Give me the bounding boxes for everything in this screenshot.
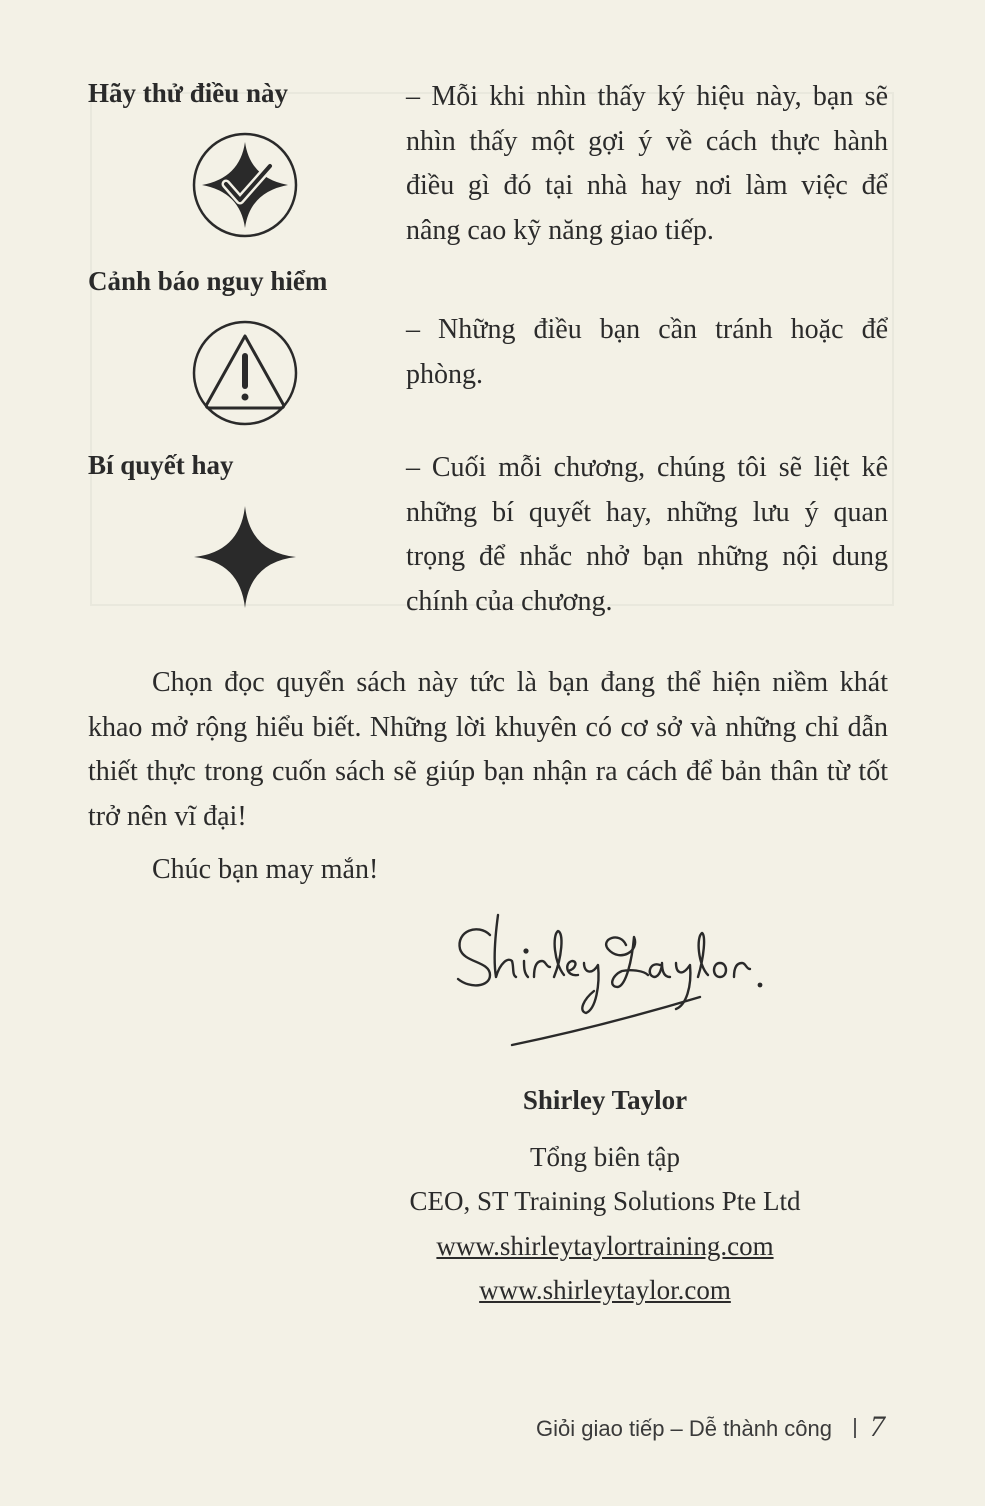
author-company: CEO, ST Training Solutions Pte Ltd — [409, 1186, 801, 1216]
legend-label: Cảnh báo nguy hiểm — [88, 266, 328, 296]
footer-divider — [854, 1418, 856, 1438]
legend-label: Bí quyết hay — [88, 450, 234, 480]
page-number: 7 — [870, 1410, 885, 1443]
handwritten-signature — [450, 905, 770, 1060]
author-name: Shirley Taylor — [522, 1085, 688, 1115]
legend-label: Hãy thử điều này — [88, 78, 288, 108]
website-link-training[interactable]: www.shirleytaylortraining.com — [436, 1231, 774, 1261]
page-footer — [536, 1410, 885, 1444]
legend-description: – Những điều bạn cần tránh hoặc để phòng. — [406, 314, 888, 390]
warning-triangle-icon — [190, 318, 300, 433]
check-star-icon — [190, 130, 300, 245]
four-point-star-icon — [190, 502, 300, 617]
body-paragraph: Chọn đọc quyển sách này tức là bạn đang thể hiện niềm khát khao mở rộng hiểu biết. Những lời khuyên có cơ sở và những chỉ dẫn thiết thực trong cuốn sách sẽ giúp bạn nhận ra cách để bản thân từ tốt trở nên vĩ đại! — [88, 667, 888, 832]
legend-description: – Mỗi khi nhìn thấy ký hiệu này, bạn sẽ nhìn thấy một gợi ý về cách thực hành điều gì đó tại nhà hay nơi làm việc để nâng cao kỹ năng giao tiếp. — [406, 81, 888, 246]
legend-description: – Cuối mỗi chương, chúng tôi sẽ liệt kê những bí quyết hay, những lưu ý quan trọng để nhắc nhở bạn những nội dung chính của chương. — [406, 452, 888, 617]
closing-line: Chúc bạn may mắn! — [152, 854, 379, 885]
website-link-personal[interactable]: www.shirleytaylor.com — [479, 1275, 731, 1305]
running-title: Giỏi giao tiếp – Dễ thành công — [536, 1416, 832, 1441]
author-role: Tổng biên tập — [530, 1142, 680, 1172]
